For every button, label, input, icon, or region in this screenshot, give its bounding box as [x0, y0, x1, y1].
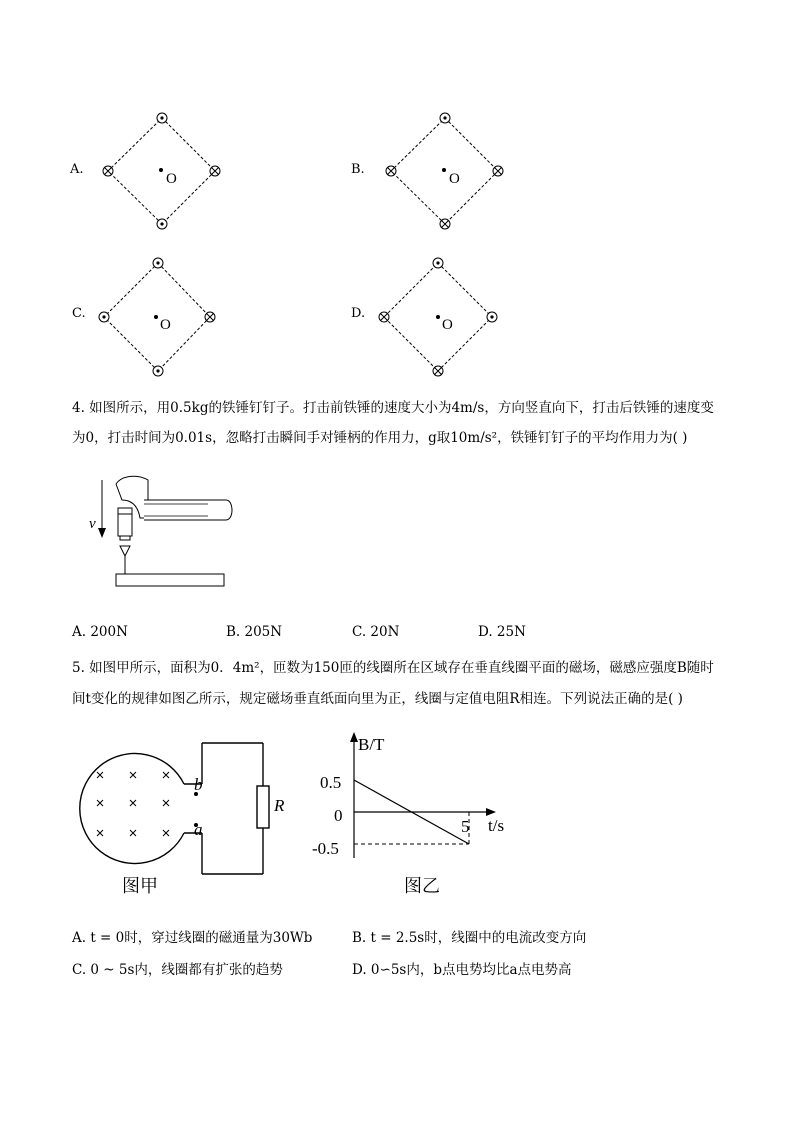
x-tick-5: 5	[461, 817, 470, 836]
option-c-diagram	[96, 255, 221, 380]
option-a-diagram	[100, 110, 225, 235]
y-tick-bottom: -0.5	[312, 839, 339, 858]
q4-stem-line1: 4. 如图所示，用0.5kg的铁锤钉钉子。打击前铁锤的速度大小为4m/s，方向竖直向下，打击后铁锤的速度变	[72, 400, 714, 416]
figure-yi-caption: 图乙	[404, 876, 440, 896]
point-a-label: a	[194, 820, 203, 839]
point-b-label: b	[194, 775, 203, 794]
cross-in-icon	[433, 366, 443, 376]
y-tick-top: 0.5	[320, 773, 342, 792]
resistor-r-label: R	[274, 796, 285, 815]
option-b-diagram	[383, 110, 508, 235]
center-o-label: O	[166, 171, 177, 187]
q4-option-d: D. 25N	[478, 624, 526, 640]
option-d-label: D.	[351, 306, 366, 321]
q5-option-c: C. 0 ~ 5s内，线圈都有扩张的趋势	[72, 962, 283, 978]
option-a-label: A.	[70, 162, 84, 177]
y-tick-zero: 0	[334, 806, 343, 825]
q5-option-a: A. t = 0时，穿过线圈的磁通量为30Wb	[72, 930, 313, 946]
b-t-graph	[310, 728, 520, 903]
q5-stem-line2: 间t变化的规律如图乙所示，规定磁场垂直纸面向里为正，线圈与定值电阻R相连。下列说法正确的是( )	[72, 691, 683, 707]
q4-option-c: C. 20N	[352, 624, 400, 640]
q4-option-b: B. 205N	[226, 624, 283, 640]
dot-out-icon	[440, 113, 450, 123]
q5-option-b: B. t = 2.5s时，线圈中的电流改变方向	[352, 930, 587, 946]
option-d-diagram	[376, 255, 501, 380]
q4-option-a: A. 200N	[72, 624, 128, 640]
dot-out-icon	[99, 312, 109, 322]
dot-out-icon	[487, 312, 497, 322]
option-c-label: C.	[72, 306, 86, 321]
dot-out-icon	[433, 258, 443, 268]
field-in-icon	[97, 772, 169, 836]
cross-in-icon	[205, 312, 215, 322]
center-o-label: O	[160, 317, 171, 333]
center-o-label: O	[449, 171, 460, 187]
dot-out-icon	[153, 366, 163, 376]
velocity-label: v	[89, 516, 96, 532]
dot-out-icon	[153, 258, 163, 268]
q5-stem-line1: 5. 如图甲所示，面积为0．4m²，匝数为150匝的线圈所在区域存在垂直线圈平面的磁场，磁感应强度B随时	[72, 660, 714, 676]
figure-jia-caption: 图甲	[122, 876, 158, 896]
cross-in-icon	[210, 166, 220, 176]
x-axis-label: t/s	[488, 816, 505, 835]
dot-out-icon	[157, 219, 167, 229]
hammer-nail-figure	[82, 470, 242, 595]
cross-in-icon	[386, 166, 396, 176]
q4-stem-line2: 为0，打击时间为0.01s，忽略打击瞬间手对锤柄的作用力，g取10m/s²，铁锤钉钉子的平均作用力为( )	[72, 430, 688, 446]
y-axis-label: B/T	[358, 735, 385, 754]
cross-in-icon	[103, 166, 113, 176]
center-o-label: O	[442, 317, 453, 333]
coil-circuit-figure	[76, 738, 296, 903]
q5-option-d: D. 0∽5s内，b点电势均比a点电势高	[352, 962, 572, 978]
option-b-label: B.	[351, 162, 365, 177]
cross-in-icon	[493, 166, 503, 176]
cross-in-icon	[440, 219, 450, 229]
dot-out-icon	[157, 113, 167, 123]
cross-in-icon	[379, 312, 389, 322]
